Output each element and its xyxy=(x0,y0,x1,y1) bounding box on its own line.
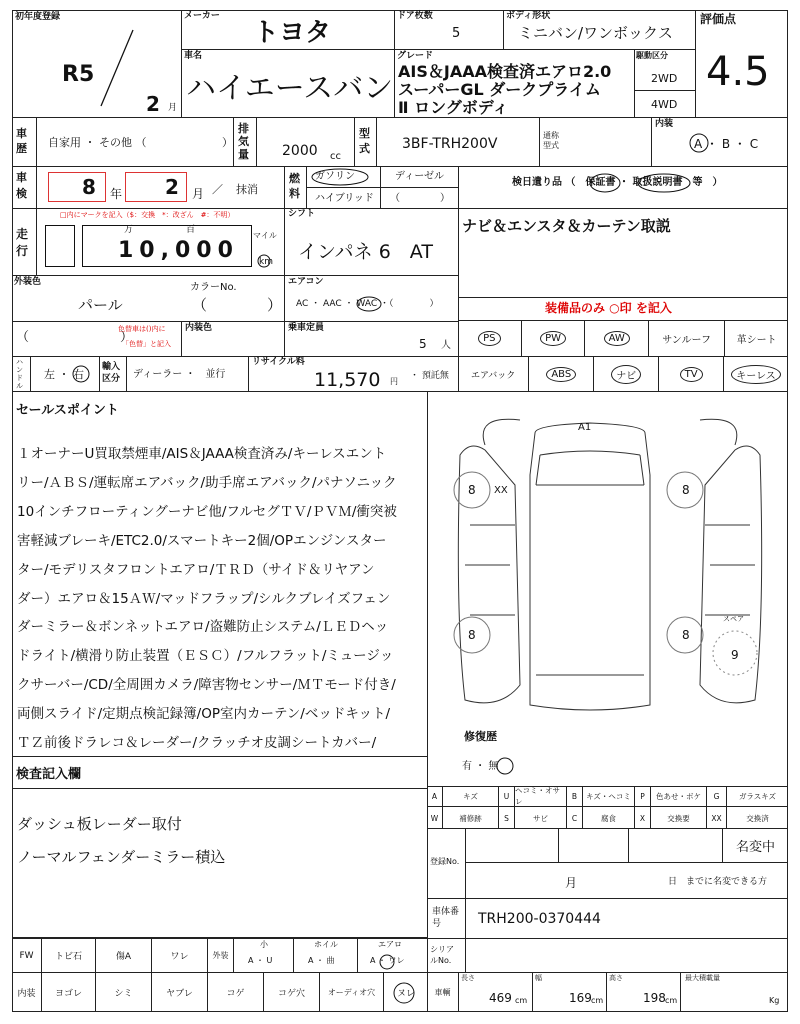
grade-label: グレード xyxy=(397,51,434,61)
fw-label: FW xyxy=(12,938,42,973)
import-value: ディーラー ・ 並行 xyxy=(133,369,226,380)
legend-code: U xyxy=(499,786,515,806)
registration-day-text: 日 までに名変できる方 xyxy=(668,877,768,887)
handle-label-divider xyxy=(30,356,31,392)
tire-front-left: 8 xyxy=(468,483,476,497)
model-label: 型式 xyxy=(359,127,370,155)
registration-col-3 xyxy=(722,828,723,862)
size-width xyxy=(533,972,607,1012)
repair-history-value: 有 ・ 無 xyxy=(462,761,499,772)
legend-text: 交換済 xyxy=(746,813,769,823)
interior-audio-hole: オーディオ穴 xyxy=(320,972,384,1012)
displacement-unit: cc xyxy=(330,151,341,162)
vehicle-diagram xyxy=(440,415,780,720)
equip-ps xyxy=(458,320,522,357)
size-length xyxy=(459,972,533,1012)
equip-leather xyxy=(725,320,788,357)
sales-line: クサーバー/CD/全周囲カメラ/障害物センサー/ＭＴモード付き/ xyxy=(17,677,396,694)
shaken-month-value: 2 xyxy=(165,175,179,199)
exterior-aero-label: エアロ xyxy=(378,940,402,949)
equip-pw xyxy=(522,320,586,357)
history-label: 車歴 xyxy=(16,127,27,155)
inspection-text xyxy=(17,808,225,874)
car-name-value: ハイエースバン xyxy=(186,71,394,106)
chassis-value: TRH200-0370444 xyxy=(478,911,601,927)
equip-row1 xyxy=(458,320,788,357)
displacement-value: 2000 xyxy=(282,143,318,159)
length-unit: cm xyxy=(515,996,528,1005)
name-change-label: 名変中 xyxy=(736,840,776,855)
repair-none-circle xyxy=(494,755,516,777)
equip-keyless xyxy=(724,356,788,392)
drive-divider xyxy=(634,90,696,91)
legend-code: S xyxy=(499,807,515,829)
mileage-note: □内にマークを記入（$：交換 *：改ざん #：不明） xyxy=(60,211,235,219)
mileage-mile-unit: マイル xyxy=(253,231,277,240)
width-unit: cm xyxy=(591,996,604,1005)
legend-text: 色あせ・ボケ xyxy=(651,786,707,806)
spare-label: スペア xyxy=(723,615,744,623)
length-label: 長さ xyxy=(461,974,475,982)
sales-line: 害軽減ブレーキ/ETC2.0/スマートキー2個/OPエンジンスター xyxy=(17,532,387,549)
interior-burn-hole: コゲ穴 xyxy=(264,972,320,1012)
handle-label: ハンドル xyxy=(16,358,23,390)
sales-line: 10インチフローティングーナビ他/フルセグＴＶ/ＰＶＭ/衝突被 xyxy=(17,503,397,520)
fuel-diesel: ディーゼル xyxy=(395,171,444,182)
fw-scratch: 傷A xyxy=(96,938,152,973)
displacement-label-divider xyxy=(256,117,257,167)
shaken-month-unit: 月 xyxy=(192,187,205,201)
footer-interior-cells xyxy=(12,972,428,1012)
exterior-small-value: A ・ U xyxy=(248,956,273,965)
equip-sunroof-label: サンルーフ xyxy=(662,335,712,346)
diagram-a1: A1 xyxy=(578,422,592,433)
registration-mid-divider xyxy=(465,862,788,863)
sales-line: ダー）エアロ＆15ＡＷ/マッドフラップ/シルクブレイズフェン xyxy=(17,590,391,607)
registration-era: R5 xyxy=(62,62,95,87)
equip-title: 装備品のみ ○印 を記入 xyxy=(545,301,672,315)
equip-sunroof xyxy=(649,320,725,357)
maker-label: メーカー xyxy=(184,11,220,21)
size-load xyxy=(681,972,788,1012)
tire-rear-right: 8 xyxy=(682,628,690,642)
color-change-note-2: 「色替」と記入 xyxy=(122,340,171,348)
eval-score: 4.5 xyxy=(706,49,770,95)
mileage-label: 走行 xyxy=(16,227,29,258)
history-value: 自家用 ・ その他 （ xyxy=(48,136,147,149)
model-label-divider xyxy=(376,117,377,167)
legend-code: G xyxy=(707,786,727,806)
inspection-title-divider xyxy=(12,788,428,789)
color-no-value: （ ） xyxy=(192,296,283,314)
registration-label: 登録No. xyxy=(430,857,460,866)
legend-text: サビ xyxy=(515,807,567,829)
docs-manual-circle xyxy=(636,172,692,194)
shaken-year-unit: 年 xyxy=(110,187,123,201)
registration-col-1 xyxy=(558,828,559,862)
capacity-value: 5 xyxy=(419,337,427,351)
drive-label: 駆動区分 xyxy=(636,51,668,60)
docs-warranty-circle xyxy=(588,172,622,194)
registration-label-divider xyxy=(465,828,466,899)
interior-grade-label: 内装 xyxy=(655,119,674,129)
grade-line-3: Ⅱ ロングボディ xyxy=(398,98,509,117)
legend-code: A xyxy=(427,786,443,806)
legend-code: XX xyxy=(707,807,727,829)
fuel-gasoline: ガソリン xyxy=(315,171,355,182)
fw-chip: トビ石 xyxy=(42,938,96,973)
mileage-km-circle xyxy=(255,253,273,269)
mileage-hyaku-unit: 百 xyxy=(186,225,196,235)
history-label-divider xyxy=(36,117,37,167)
sales-line: １オーナーU買取禁煙車/AIS＆JAAA検査済み/キーレスエント xyxy=(17,446,387,462)
fuel-label: 燃料 xyxy=(289,172,300,200)
serial-label: シリアルNo. xyxy=(430,945,454,965)
common-model-label: 通称型式 xyxy=(543,131,559,150)
history-close: ） xyxy=(222,136,233,149)
interior-wet-circle xyxy=(391,980,417,1006)
notes-value: ナビ＆エンスタ＆カーテン取説 xyxy=(462,217,671,235)
doors-value: 5 xyxy=(452,26,461,41)
equip-abs-label: ABS xyxy=(546,367,576,382)
equip-ps-label: PS xyxy=(478,331,500,346)
interior-color-label: 内装色 xyxy=(185,323,213,333)
tire-rear-left: 8 xyxy=(468,628,476,642)
shaken-label: 車検 xyxy=(16,171,27,200)
footer-exterior-cells xyxy=(12,938,428,973)
inspection-line: ノーマルフェンダーミラー積込 xyxy=(17,848,226,866)
mileage-km-unit: km xyxy=(259,257,273,267)
legend-row-2 xyxy=(427,807,788,829)
color-no-label: カラーNo. xyxy=(190,282,237,293)
interior-stain: シミ xyxy=(96,972,152,1012)
fuel-gasoline-circle xyxy=(310,167,370,187)
chassis-label-divider xyxy=(465,898,466,939)
equip-aw xyxy=(585,320,649,357)
mileage-man-unit: 万 xyxy=(124,225,134,235)
aero-a-circle xyxy=(378,953,396,971)
shaken-year-value: 8 xyxy=(82,175,96,199)
legend-code: P xyxy=(635,786,651,806)
legend-code: X xyxy=(635,807,651,829)
import-label-divider xyxy=(126,356,127,392)
interior-burn: コゲ xyxy=(208,972,264,1012)
interior-grade-a-circle xyxy=(688,132,710,154)
ac-value: AC ・ AAC ・ WAC ・（ ） xyxy=(296,299,439,309)
legend-text: キズ・ヘコミ xyxy=(583,786,635,806)
interior-dirt: ヨゴレ xyxy=(42,972,96,1012)
mileage-label-divider xyxy=(36,208,37,276)
inspection-line: ダッシュ板レーダー取付 xyxy=(17,815,182,833)
recycle-deposit: ・ 預託無 xyxy=(410,371,449,381)
equip-leather-label: 革シート xyxy=(736,335,777,346)
shaken-label-divider xyxy=(36,166,37,209)
legend-text: ガラスキズ xyxy=(738,791,777,801)
width-value: 169 xyxy=(569,991,592,1005)
width-label: 幅 xyxy=(535,974,542,982)
serial-box xyxy=(427,938,788,973)
sales-line: ＴＺ前後ドラレコ＆レーダー/クラッチオ皮調シートカバー/ xyxy=(17,735,377,752)
doors-label: ドア枚数 xyxy=(397,11,433,21)
legend-code: C xyxy=(567,807,583,829)
equip-abs xyxy=(529,356,594,392)
equip-keyless-label: キーレス xyxy=(731,365,781,384)
interior-grade-value: A ・ B ・ C xyxy=(694,137,759,151)
equip-tv-label: TV xyxy=(680,367,703,382)
height-value: 198 xyxy=(643,991,666,1005)
exterior-wheel xyxy=(294,938,358,973)
deregistered-sep: ／ xyxy=(212,183,223,196)
tire-front-right: 8 xyxy=(682,483,690,497)
interior-tear: ヤブレ xyxy=(152,972,208,1012)
shift-label: シフト xyxy=(288,209,316,219)
slash-divider xyxy=(95,28,145,108)
drive-2wd: 2WD xyxy=(651,72,678,85)
import-label: 輸入区分 xyxy=(102,362,121,384)
equip-airbag-label: エアバック xyxy=(471,370,516,381)
body-value: ミニバン/ワンボックス xyxy=(518,24,673,42)
legend-text: 補修跡 xyxy=(443,807,499,829)
serial-label-divider xyxy=(465,938,466,973)
fuel-mid-divider xyxy=(306,187,459,188)
exterior-wheel-value: A ・ 曲 xyxy=(308,956,335,965)
fuel-hybrid: ハイブリッド xyxy=(315,193,374,204)
sales-line: 両側スライド/定期点検記録簿/OP室内カーテン/ベッドキット/ xyxy=(17,706,391,723)
interior-label: 内装 xyxy=(12,972,42,1012)
exterior-color-value: パール xyxy=(78,296,123,314)
registration-box xyxy=(427,828,788,899)
recycle-label: リサイクル料 xyxy=(252,357,305,367)
legend-text: キズ xyxy=(443,786,499,806)
equip-tv xyxy=(659,356,724,392)
sales-line: リー/ＡＢＳ/運転席エアバック/助手席エアバック/パナソニック xyxy=(17,474,397,491)
deregistered-label: 抹消 xyxy=(236,183,258,196)
size-cells xyxy=(427,972,788,1012)
fw-crack: ワレ xyxy=(152,938,208,973)
first-registration-label: 初年度登録 xyxy=(15,12,61,22)
registration-col-2 xyxy=(628,828,629,862)
sales-line: ター/モデリスタフロントエアロ/ＴＲＤ（サイド＆リヤアン xyxy=(17,561,375,578)
height-label: 高さ xyxy=(609,974,623,982)
height-unit: cm xyxy=(665,996,678,1005)
shift-value: インパネ 6 AT xyxy=(298,241,433,263)
grade-line-1: AIS＆JAAA検査済エアロ2.0 xyxy=(398,62,612,81)
inspection-title: 検査記入欄 xyxy=(16,767,82,782)
exterior-label: 外装 xyxy=(208,938,234,973)
fuel-col-divider xyxy=(380,166,381,209)
equip-airbag xyxy=(458,356,529,392)
equip-row2 xyxy=(458,356,788,392)
eval-label: 評価点 xyxy=(700,12,737,26)
docs-title: 検日遺り品 （ 保証書 ・ 取扱説明書 等 ） xyxy=(512,177,723,188)
ac-wac-circle xyxy=(355,295,383,313)
size-height xyxy=(607,972,681,1012)
legend-row-1 xyxy=(427,786,788,807)
body-label: ボディ形状 xyxy=(506,11,551,21)
sales-line: ダーミラー＆ボンネットエアロ/盗難防止システム/ＬＥＤヘッ xyxy=(17,619,389,636)
handle-value: 左 ・ 右 xyxy=(44,368,84,381)
length-value: 469 xyxy=(489,991,512,1005)
mileage-digits: 10,000 xyxy=(118,238,239,263)
legend-code: B xyxy=(567,786,583,806)
equip-aw-label: AW xyxy=(604,331,630,346)
displacement-label: 排気量 xyxy=(238,122,249,161)
registration-month: 2 xyxy=(146,92,160,116)
color-change-paren: （ ） xyxy=(16,330,134,345)
grade-line-2: スーパーGL ダークプライム xyxy=(398,80,601,99)
drive-4wd: 4WD xyxy=(651,98,678,111)
mileage-mark-box xyxy=(45,225,75,267)
exterior-small-label: 小 xyxy=(260,940,268,949)
exterior-aero-value: A ・ ワレ xyxy=(370,956,405,965)
maker-value: トヨタ xyxy=(253,18,332,48)
spare-value: 9 xyxy=(731,648,739,662)
car-name-label: 車名 xyxy=(184,51,203,61)
size-label: 車輌 xyxy=(427,972,459,1012)
shaken-year-box xyxy=(48,172,106,202)
sales-points-title: セールスポイント xyxy=(16,403,119,418)
load-unit: Kg xyxy=(769,996,780,1005)
recycle-value: 11,570 xyxy=(314,369,381,391)
ac-label: エアコン xyxy=(288,277,324,287)
model-value: 3BF-TRH200V xyxy=(402,136,498,152)
diagram-xx: XX xyxy=(494,485,508,496)
legend-code: W xyxy=(427,807,443,829)
exterior-wheel-label: ホイル xyxy=(314,940,338,949)
registration-month-unit: 月 xyxy=(168,103,178,113)
load-label: 最大積載量 xyxy=(685,974,720,982)
fuel-other: （ ） xyxy=(390,193,450,204)
registration-month-unit: 月 xyxy=(565,876,578,890)
color-change-note-1: 色替車は()内に xyxy=(118,325,166,333)
capacity-unit: 人 xyxy=(441,340,451,351)
legend-text: 交換要 xyxy=(651,807,707,829)
recycle-unit: 円 xyxy=(390,377,398,386)
repair-history-label: 修復歴 xyxy=(464,730,497,743)
handle-right-circle xyxy=(70,363,92,385)
sales-points-text xyxy=(17,440,427,758)
equip-navi-label: ナビ xyxy=(611,365,641,384)
legend-text: ヘコミ・オサレ xyxy=(515,786,567,806)
legend-text: 腐食 xyxy=(583,807,635,829)
sales-line: ドライト/横滑り防止装置（ＥＳＣ）/フルフラット/ミュージッ xyxy=(17,648,394,665)
exterior-color-label: 外装色 xyxy=(14,277,42,287)
exterior-small xyxy=(234,938,294,973)
interior-wet: ヌレ xyxy=(396,988,415,999)
chassis-label: 車体番号 xyxy=(432,907,460,929)
equip-navi xyxy=(594,356,659,392)
equip-pw-label: PW xyxy=(540,331,566,346)
capacity-label: 乗車定員 xyxy=(288,323,325,333)
